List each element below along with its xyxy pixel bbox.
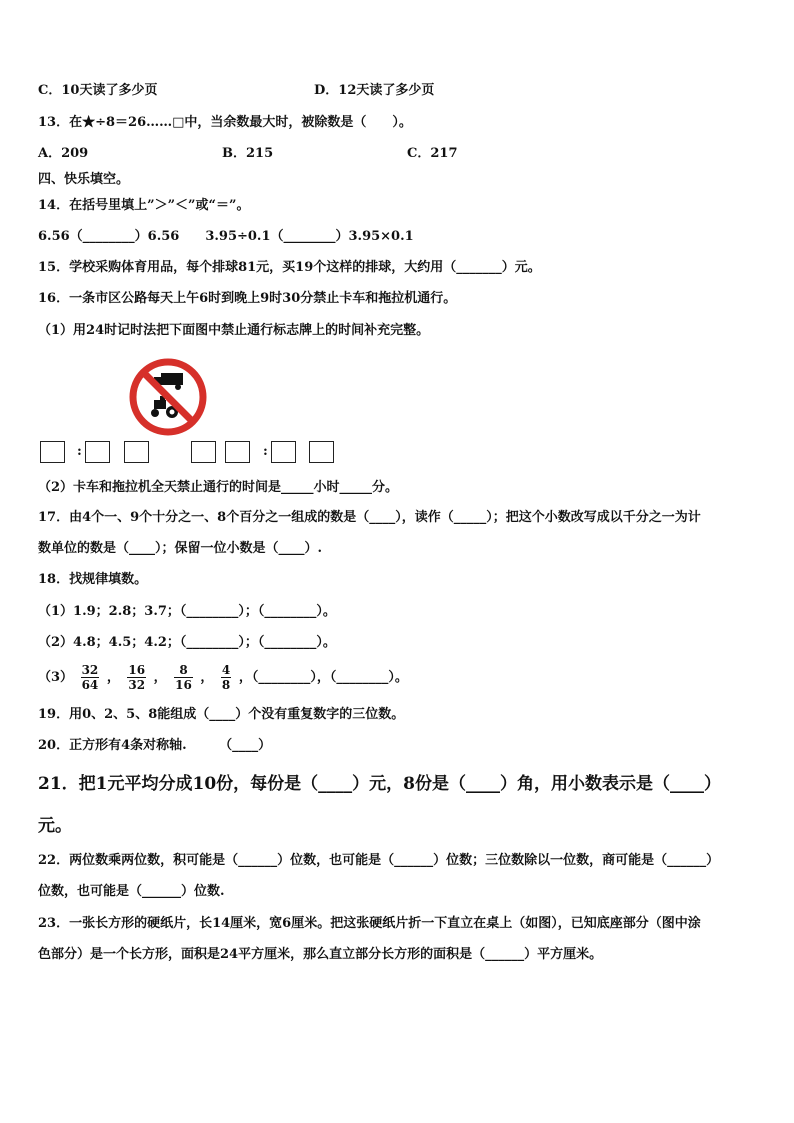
no-truck-tractor-sign-icon [127, 356, 209, 438]
q16-stem: 16．一条市区公路每天上午6时到晚上9时30分禁止卡车和拖拉机通行。 [38, 291, 457, 306]
q20-text: 20．正方形有4条对称轴. （____） [38, 738, 272, 753]
section-heading: 四、快乐填空。 [38, 172, 130, 187]
q22-line2: 位数，也可能是（______）位数. [38, 884, 225, 899]
time-box-end-minute-tens[interactable] [271, 441, 296, 463]
time-box-end-hour-ones[interactable] [225, 441, 250, 463]
time-colon-end: : [263, 444, 268, 459]
q19-text: 19．用0、2、5、8能组成（____）个没有重复数字的三位数。 [38, 707, 405, 722]
q17-line1: 17．由4个一、9个十分之一、8个百分之一组成的数是（____），读作（_____）；把这个小数改写成以千分之一为计 [38, 510, 701, 525]
time-box-start-hour[interactable] [40, 441, 65, 463]
fraction: $\frac{8}{16}$ [175, 663, 192, 692]
time-box-start-minute-tens[interactable] [85, 441, 110, 463]
q16-part1: （1）用24时记时法把下面图中禁止通行标志牌上的时间补充完整。 [38, 323, 430, 338]
q13-option-c: C．217 [407, 146, 458, 161]
q13-option-a: A．209 [38, 146, 89, 161]
q18-stem: 18．找规律填数。 [38, 572, 148, 587]
q16-part2: （2）卡车和拖拉机全天禁止通行的时间是_____小时_____分。 [38, 480, 399, 495]
q17-line2: 数单位的数是（____）；保留一位小数是（____）. [38, 541, 323, 556]
fraction: $\frac{32}{64}$ [81, 663, 99, 692]
q18-part3-tail: ，（________），（________）。 [238, 670, 408, 685]
fraction: $\frac{4}{8}$ [221, 663, 231, 692]
q14-stem: 14．在括号里填上”＞”＜”或“＝”。 [38, 198, 250, 213]
q18-part3: （3） $\frac{32}{64}$ ， $\frac{16}{32}$ ， $\frac{8}{16}$ ， $\frac{4}{8}$ ，（________），（________）。 [38, 663, 408, 692]
q12-option-d: D．12天读了多少页 [314, 83, 435, 98]
q18-part2: （2）4.8；4.5；4.2；（________）；（________）。 [38, 635, 336, 650]
q15-text: 15．学校采购体育用品，每个排球81元，买19个这样的排球，大约用（_______）元。 [38, 260, 541, 275]
fraction: $\frac{16}{32}$ [128, 663, 146, 692]
q23-line1: 23．一张长方形的硬纸片，长14厘米，宽6厘米。把这张硬纸片折一下直立在桌上（如图），已知底座部分（图中涂 [38, 916, 701, 931]
time-box-end-hour-tens[interactable] [191, 441, 216, 463]
q21-line1: 21．把1元平均分成10份，每份是（____）元，8份是（____）角，用小数表示是（____） [38, 774, 721, 794]
q18-part1: （1）1.9；2.8；3.7；（________）；（________）。 [38, 604, 336, 619]
q13-stem: 13．在★÷8＝26……□中，当余数最大时，被除数是（ ）。 [38, 115, 412, 130]
q14-items: 6.56（________）6.56 3.95÷0.1（________）3.95×0.1 [38, 229, 414, 244]
q18-part3-label: （3） [38, 670, 74, 685]
time-box-start-minute-ones[interactable] [124, 441, 149, 463]
q21-line2: 元。 [38, 816, 72, 836]
q12-option-c: C．10天读了多少页 [38, 83, 158, 98]
time-colon-start: : [77, 444, 82, 459]
q23-line2: 色部分）是一个长方形，面积是24平方厘米，那么直立部分长方形的面积是（______）平方厘米。 [38, 947, 603, 962]
time-box-end-minute-ones[interactable] [309, 441, 334, 463]
q13-option-b: B．215 [222, 146, 274, 161]
q22-line1: 22．两位数乘两位数，积可能是（______）位数，也可能是（______）位数；三位数除以一位数，商可能是（______） [38, 853, 720, 868]
